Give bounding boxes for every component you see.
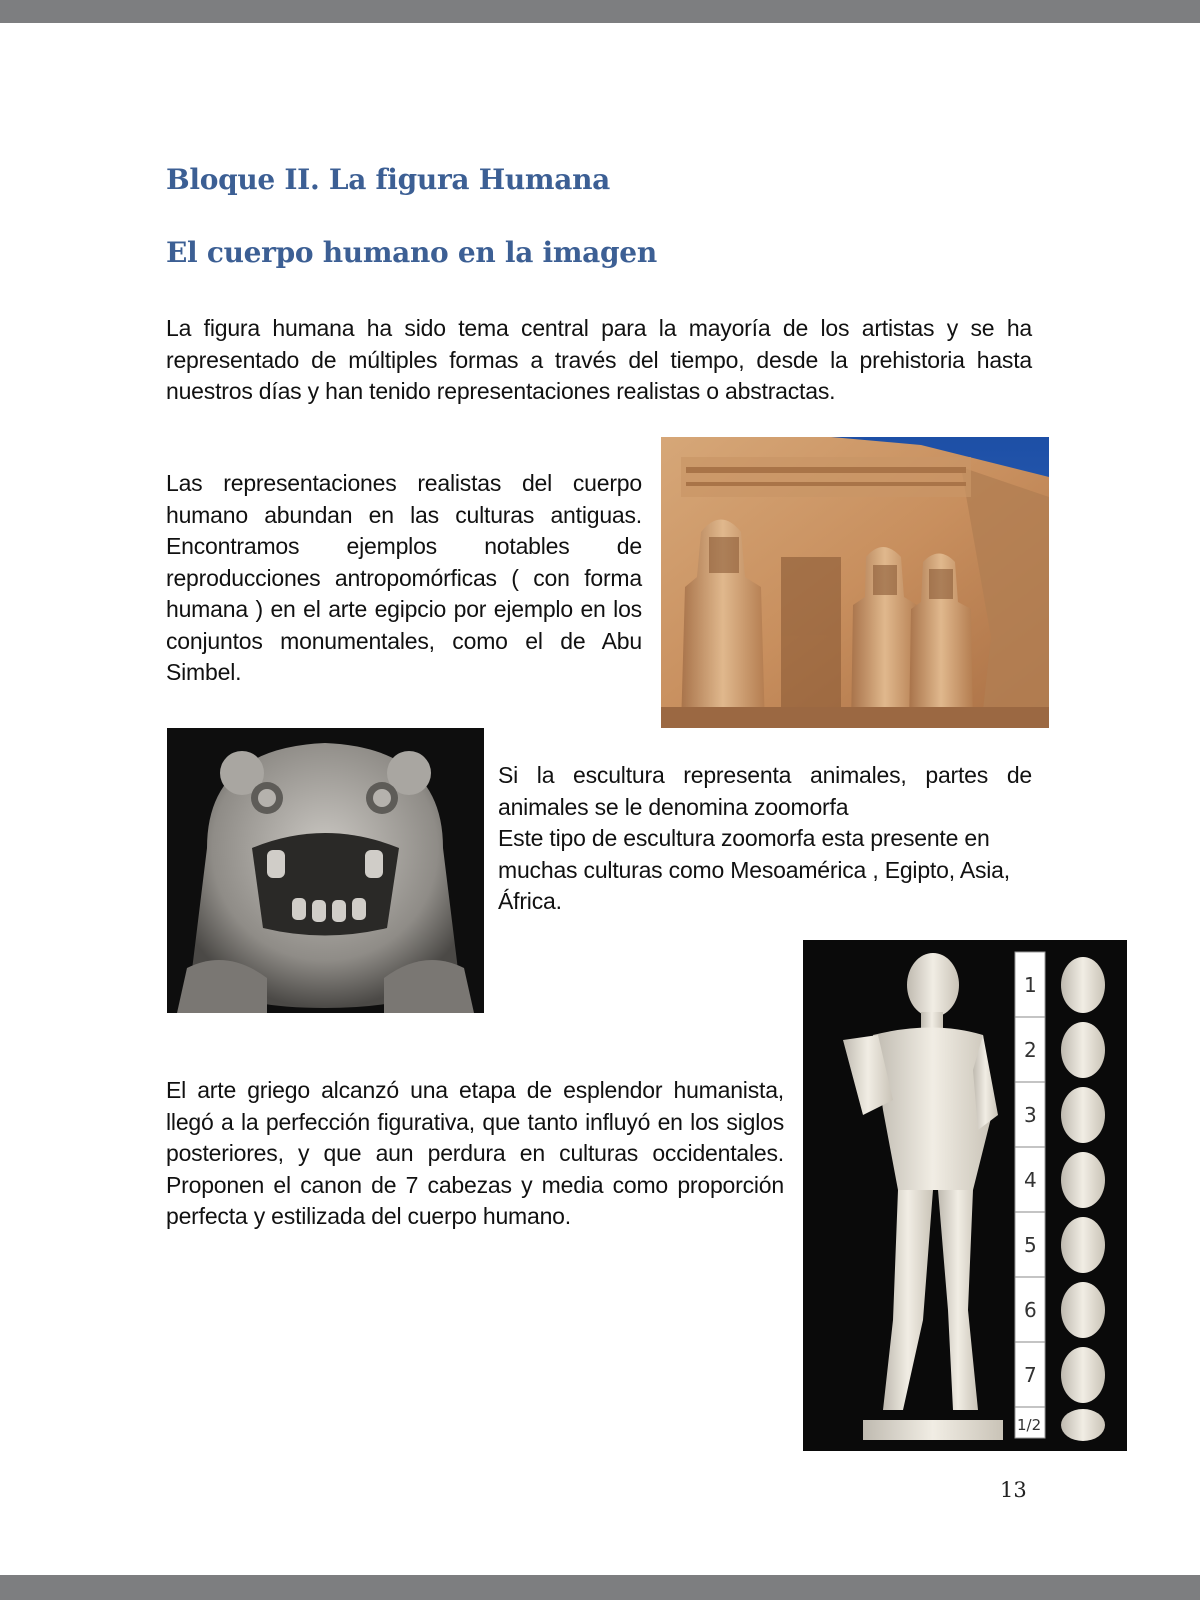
document-page [0,23,1200,1575]
canon-label-6: 6 [1024,1298,1037,1322]
zoomorph-definition: Si la escultura representa animales, partes de animales se le denomina zoomorfa [498,762,1032,820]
egypt-paragraph: Las representaciones realistas del cuerpo humano abundan en las culturas antiguas. Encontramos ejemplos notables de reproducciones antropomórficas ( con forma humana ) en el arte egipcio por ejemplo en los conjuntos monumentales, como el de Abu Simbel. [166,470,642,685]
abu-simbel-image [661,437,1049,728]
zoomorph-paragraph [498,760,1032,918]
page-number: 13 [1000,1478,1027,1502]
block-title: Bloque II. La figura Humana [166,163,610,196]
zoomorph-cultures: Este tipo de escultura zoomorfa esta presente en muchas culturas como Mesoamérica , Egipto, Asia, África. [498,825,1010,914]
canon-label-1: 1 [1024,973,1037,997]
canon-label-2: 2 [1024,1038,1037,1062]
section-title: El cuerpo humano en la imagen [166,236,657,269]
doryphoros-canon-image [803,940,1127,1451]
canon-label-4: 4 [1024,1168,1037,1192]
intro-paragraph: La figura humana ha sido tema central para la mayoría de los artistas y se ha representado de múltiples formas a través del tiempo, desde la prehistoria hasta nuestros días y han tenido representaciones realistas o abstractas. [166,315,1032,404]
canon-label-half: 1/2 [1017,1416,1042,1434]
jaguar-sculpture-image [167,728,484,1013]
greek-paragraph: El arte griego alcanzó una etapa de esplendor humanista, llegó a la perfección figurativa, que tanto influyó en los siglos posteriores, y que aun perdura en culturas occidentales. Proponen el canon de 7 cabezas y media como proporción perfecta y estilizada del cuerpo humano. [166,1077,784,1229]
canon-label-3: 3 [1024,1103,1037,1127]
canon-label-5: 5 [1024,1233,1037,1257]
canon-label-7: 7 [1024,1363,1037,1387]
